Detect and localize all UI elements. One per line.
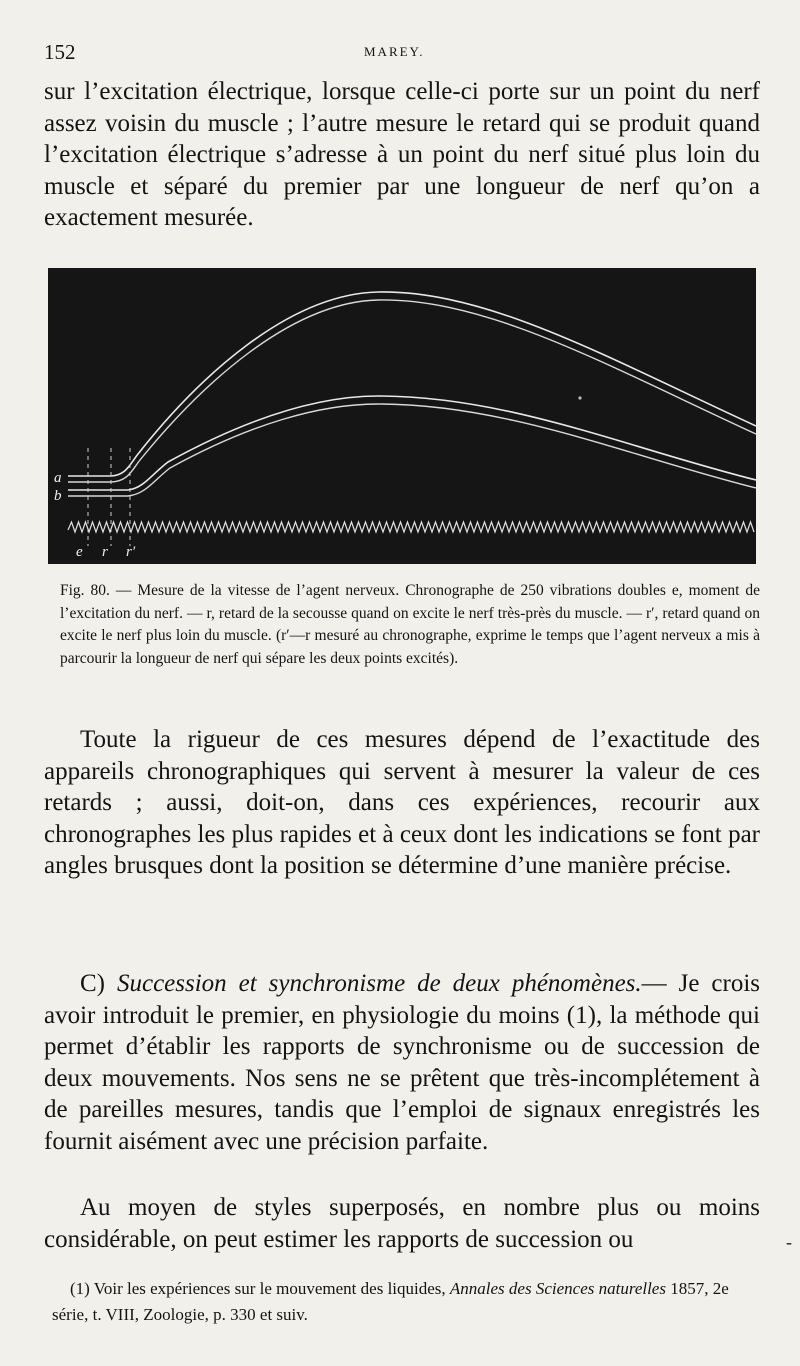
label-r-prime: r′ — [126, 544, 136, 560]
paragraph-3 — [44, 968, 760, 1157]
section-heading: Succession et synchronisme de deux phénomènes. — [116, 970, 642, 997]
footnote — [52, 1276, 764, 1328]
paragraph-3-body: — Je crois avoir introduit le premier, en physiologie du moins (1), la méthode qui permet d’établir les rapports de synchronisme ou de succession de deux mouvements. Nos sens ne se prêtent que très-incomplétement à de pareilles mesures, tandis que l’emploi de signaux enregistrés les fournit aisément avec une précision parfaite. — [44, 970, 760, 1155]
label-r: r — [102, 544, 108, 560]
page-number: 152 — [44, 40, 76, 64]
label-e: e — [76, 544, 83, 560]
figure-80-chronograph-trace — [48, 268, 756, 564]
section-letter: C) — [80, 970, 117, 997]
gutter-mark: - — [786, 1232, 792, 1252]
plate-speck — [578, 396, 581, 399]
footnote-suffix: 1857, 2e série, t. VIII, Zoologie, p. 330 et suiv. — [52, 1279, 729, 1324]
footnote-prefix: (1) Voir les expériences sur le mouvement des liquides, — [70, 1279, 450, 1298]
figure-caption-text: — Mesure de la vitesse de l’agent nerveux. Chronographe de 250 vibrations doubles e, moment de l’excitation du nerf. — r, retard de la secousse quand on excite le nerf très-près du muscle. — r′, retard quand on excite le nerf plus loin du muscle. (r′—r mesuré au chronographe, exprime le temps que l’agent nerveux a mis à parcourir la longueur de nerf qui sépare les deux points excités). — [60, 582, 761, 667]
paragraph-2-text: Toute la rigueur de ces mesures dépend de l’exactitude des appareils chronographiques qui servent à mesurer la valeur de ces retards ; aussi, doit-on, dans ces expériences, recourir aux chronographes les plus rapides et à ceux dont les indications se font par angles brusques dont la position se détermine d’une manière précise. — [44, 726, 760, 879]
trace-plate — [48, 268, 756, 564]
paragraph-4 — [44, 1192, 760, 1255]
label-b: b — [54, 488, 62, 504]
paragraph-3-text — [44, 968, 760, 1157]
running-head — [44, 40, 764, 66]
paragraph-1 — [44, 76, 760, 234]
paragraph-1-text: sur l’excitation électrique, lorsque celle-ci porte sur un point du nerf assez voisin du muscle ; l’autre mesure le retard qui se produit quand l’excitation électrique s’adresse à un point du nerf situé plus loin du muscle et séparé du premier par une longueur de nerf qu’on a exactement mesurée. — [44, 78, 760, 231]
figure-caption-label: Fig. 80. — [60, 582, 110, 599]
running-title: MAREY. — [364, 44, 425, 59]
footnote-journal: Annales des Sciences naturelles — [449, 1279, 666, 1298]
paragraph-2 — [44, 724, 760, 882]
figure-caption — [60, 580, 760, 670]
label-a: a — [54, 470, 62, 486]
paragraph-4-text: Au moyen de styles superposés, en nombre plus ou moins considérable, on peut estimer les rapports de succession ou — [44, 1194, 760, 1253]
